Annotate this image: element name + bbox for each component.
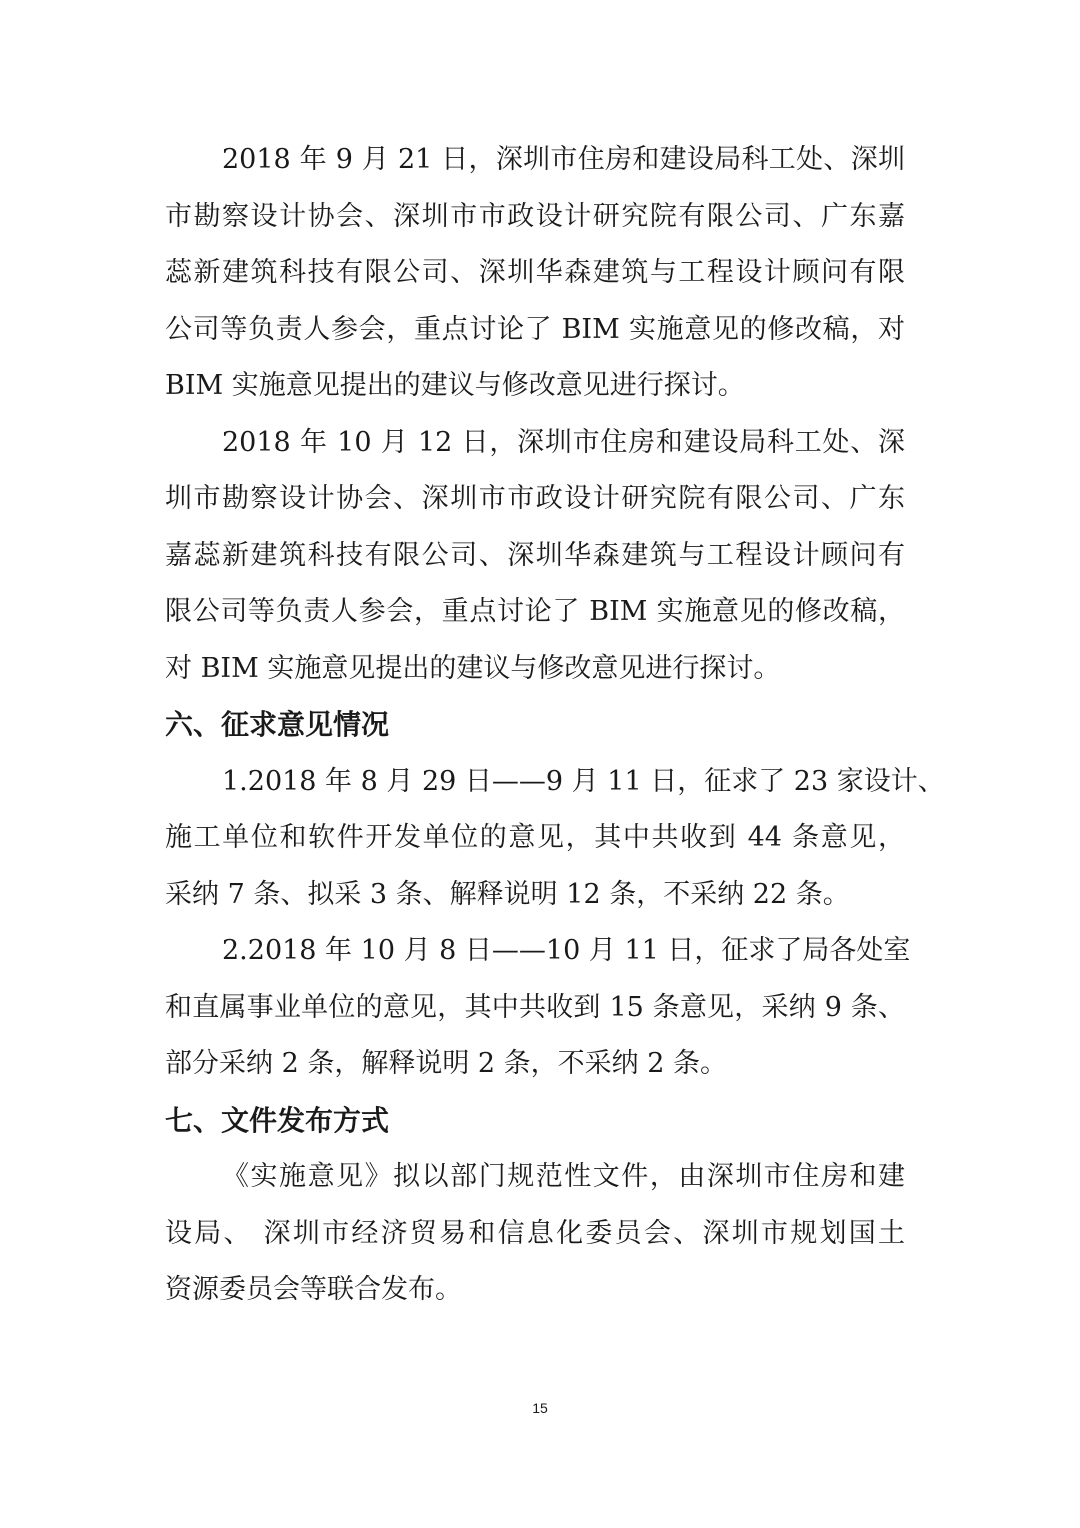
- paragraph: [165, 1155, 905, 1325]
- paragraph-line: 嘉蕊新建筑科技有限公司、深圳华森建筑与工程设计顾问有: [165, 539, 905, 571]
- paragraph-line: 蕊新建筑科技有限公司、深圳华森建筑与工程设计顾问有限: [165, 257, 905, 288]
- paragraph-line: 公司等负责人参会，重点讨论了 BIM 实施意见的修改稿，对: [165, 313, 905, 345]
- paragraph: [165, 929, 911, 1099]
- section-heading: [165, 703, 905, 760]
- paragraph-line: 设局、 深圳市经济贸易和信息化委员会、深圳市规划国土: [165, 1217, 905, 1249]
- paragraph-line: 资源委员会等联合发布。: [165, 1274, 462, 1305]
- paragraph-line: 部分采纳 2 条，解释说明 2 条，不采纳 2 条。: [165, 1048, 728, 1079]
- heading-text: 七、文件发布方式: [165, 1103, 390, 1137]
- paragraph-line: 限公司等负责人参会，重点讨论了 BIM 实施意见的修改稿，: [165, 596, 905, 627]
- paragraph: [165, 138, 905, 421]
- paragraph-line: 2018 年 9 月 21 日，深圳市住房和建设局科工处、深圳: [222, 144, 905, 175]
- paragraph-line: 圳市勘察设计协会、深圳市市政设计研究院有限公司、广东: [165, 483, 905, 514]
- paragraph-line: 《实施意见》拟以部门规范性文件，由深圳市住房和建: [222, 1161, 905, 1192]
- paragraph-line: 市勘察设计协会、深圳市市政设计研究院有限公司、广东嘉: [165, 200, 905, 232]
- page-number: 15: [532, 1400, 548, 1416]
- paragraph-line: 施工单位和软件开发单位的意见，其中共收到 44 条意见，: [165, 822, 905, 853]
- paragraph-line: 1.2018 年 8 月 29 日——9 月 11 日，征求了 23 家设计、: [222, 765, 945, 797]
- paragraph: [165, 421, 905, 704]
- heading-text: 六、征求意见情况: [165, 708, 390, 741]
- section-heading: [165, 1099, 905, 1156]
- document-body: [165, 138, 945, 1325]
- paragraph: [165, 760, 945, 930]
- paragraph-line: 2018 年 10 月 12 日，深圳市住房和建设局科工处、深: [222, 426, 905, 458]
- paragraph-line: 对 BIM 实施意见提出的建议与修改意见进行探讨。: [165, 652, 781, 684]
- paragraph-line: BIM 实施意见提出的建议与修改意见进行探讨。: [165, 370, 745, 401]
- paragraph-line: 和直属事业单位的意见，其中共收到 15 条意见，采纳 9 条、: [165, 991, 905, 1023]
- paragraph-line: 2.2018 年 10 月 8 日——10 月 11 日，征求了局各处室: [222, 935, 911, 966]
- paragraph-line: 采纳 7 条、拟采 3 条、解释说明 12 条，不采纳 22 条。: [165, 878, 850, 910]
